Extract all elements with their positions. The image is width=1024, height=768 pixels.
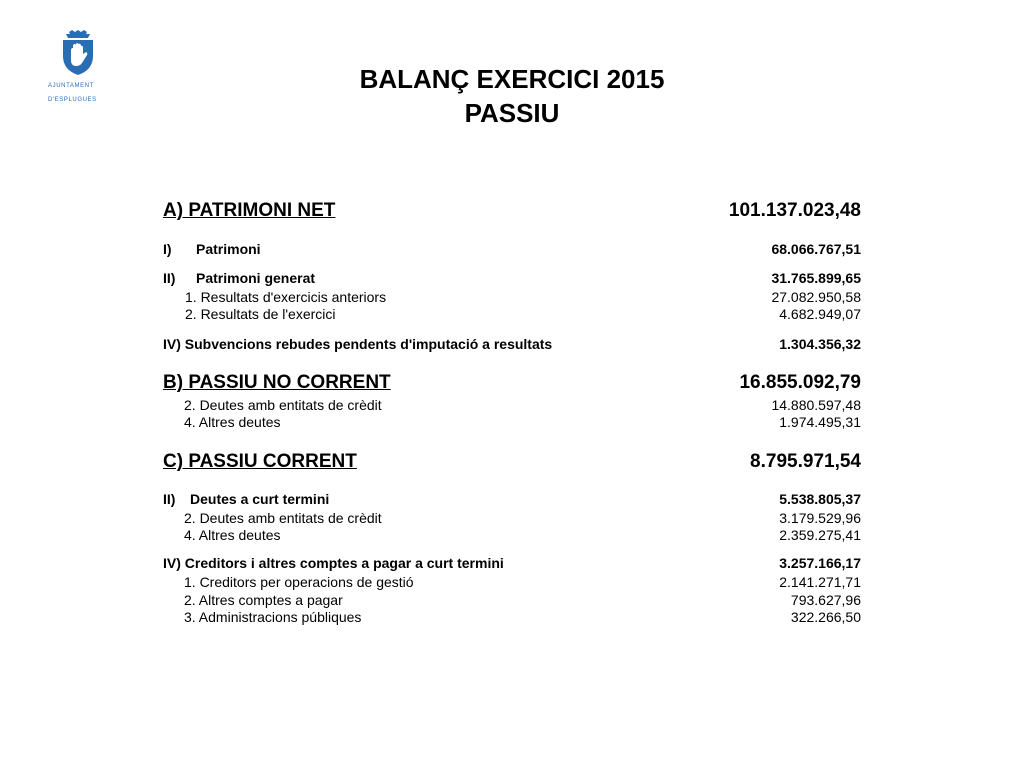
section-c-iv-2-row xyxy=(163,592,861,608)
section-a-label: A) PATRIMONI NET xyxy=(163,200,336,221)
section-a-i-row xyxy=(163,241,861,257)
section-b-item-4-value: 1.974.495,31 xyxy=(779,414,861,430)
section-c-iv-3-value: 322.266,50 xyxy=(790,609,861,625)
section-a-ii-number: II) xyxy=(163,270,176,286)
section-b-heading xyxy=(163,372,861,394)
section-c-iv-row xyxy=(163,555,861,571)
section-c-iv-1-row xyxy=(163,574,861,590)
section-c-iv-3-label: 3. Administracions públiques xyxy=(184,609,362,625)
section-c-label: C) PASSIU CORRENT xyxy=(163,451,357,472)
section-b-item-2-row xyxy=(163,397,861,413)
section-c-ii-value: 5.538.805,37 xyxy=(779,491,861,507)
section-c-iv-label: IV) Creditors i altres comptes a pagar a curt termini xyxy=(163,555,504,571)
section-c-iv-2-value: 793.627,96 xyxy=(790,592,861,608)
section-a-ii-value: 31.765.899,65 xyxy=(771,270,861,286)
page-title: BALANÇ EXERCICI 2015 xyxy=(359,64,665,94)
section-b-item-2-value: 14.880.597,48 xyxy=(771,397,861,413)
section-c-ii-2-value: 3.179.529,96 xyxy=(779,510,861,526)
section-a-ii-1-label: 1. Resultats d'exercicis anteriors xyxy=(185,289,387,305)
section-a-i-number: I) xyxy=(163,241,172,257)
section-b-value: 16.855.092,79 xyxy=(739,372,861,393)
section-a-heading xyxy=(163,200,861,222)
section-c-value: 8.795.971,54 xyxy=(750,451,861,472)
section-c-iv-1-label: 1. Creditors per operacions de gestió xyxy=(184,574,414,590)
section-a-ii-1-row xyxy=(163,289,861,305)
logo-line-2: D'ESPLUGUES xyxy=(48,97,97,103)
section-b-item-4-label: 4. Altres deutes xyxy=(184,414,281,430)
section-a-i-label: Patrimoni xyxy=(196,241,261,257)
section-a-value: 101.137.023,48 xyxy=(728,200,861,221)
section-a-ii-2-row xyxy=(163,306,861,322)
section-c-ii-4-label: 4. Altres deutes xyxy=(184,527,281,543)
section-a-ii-2-label: 2. Resultats de l'exercici xyxy=(185,306,336,322)
section-b-label: B) PASSIU NO CORRENT xyxy=(163,372,391,393)
section-c-ii-2-row xyxy=(163,510,861,526)
section-c-iv-1-value: 2.141.271,71 xyxy=(779,574,861,590)
section-a-ii-label: Patrimoni generat xyxy=(196,270,316,286)
section-c-ii-number: II) xyxy=(163,491,176,507)
section-c-ii-4-value: 2.359.275,41 xyxy=(779,527,861,543)
section-c-iv-2-label: 2. Altres comptes a pagar xyxy=(184,592,343,608)
section-a-i-value: 68.066.767,51 xyxy=(771,241,861,257)
section-a-iv-label: IV) Subvencions rebudes pendents d'imputació a resultats xyxy=(163,336,553,352)
section-a-ii-2-value: 4.682.949,07 xyxy=(779,306,861,322)
section-c-ii-row xyxy=(163,491,861,507)
section-c-iv-value: 3.257.166,17 xyxy=(779,555,861,571)
section-a-ii-row xyxy=(163,270,861,286)
logo-line-1: AJUNTAMENT xyxy=(48,83,94,89)
section-c-ii-2-label: 2. Deutes amb entitats de crèdit xyxy=(184,510,382,526)
section-c-ii-4-row xyxy=(163,527,861,543)
section-a-ii-1-value: 27.082.950,58 xyxy=(771,289,861,305)
section-a-iv-value: 1.304.356,32 xyxy=(779,336,861,352)
section-b-item-4-row xyxy=(163,414,861,430)
page-subtitle: PASSIU xyxy=(464,98,560,128)
section-c-ii-label: Deutes a curt termini xyxy=(190,491,330,507)
section-c-heading xyxy=(163,451,861,473)
section-b-item-2-label: 2. Deutes amb entitats de crèdit xyxy=(184,397,382,413)
section-c-iv-3-row xyxy=(163,609,861,625)
section-a-iv-row xyxy=(163,336,861,352)
